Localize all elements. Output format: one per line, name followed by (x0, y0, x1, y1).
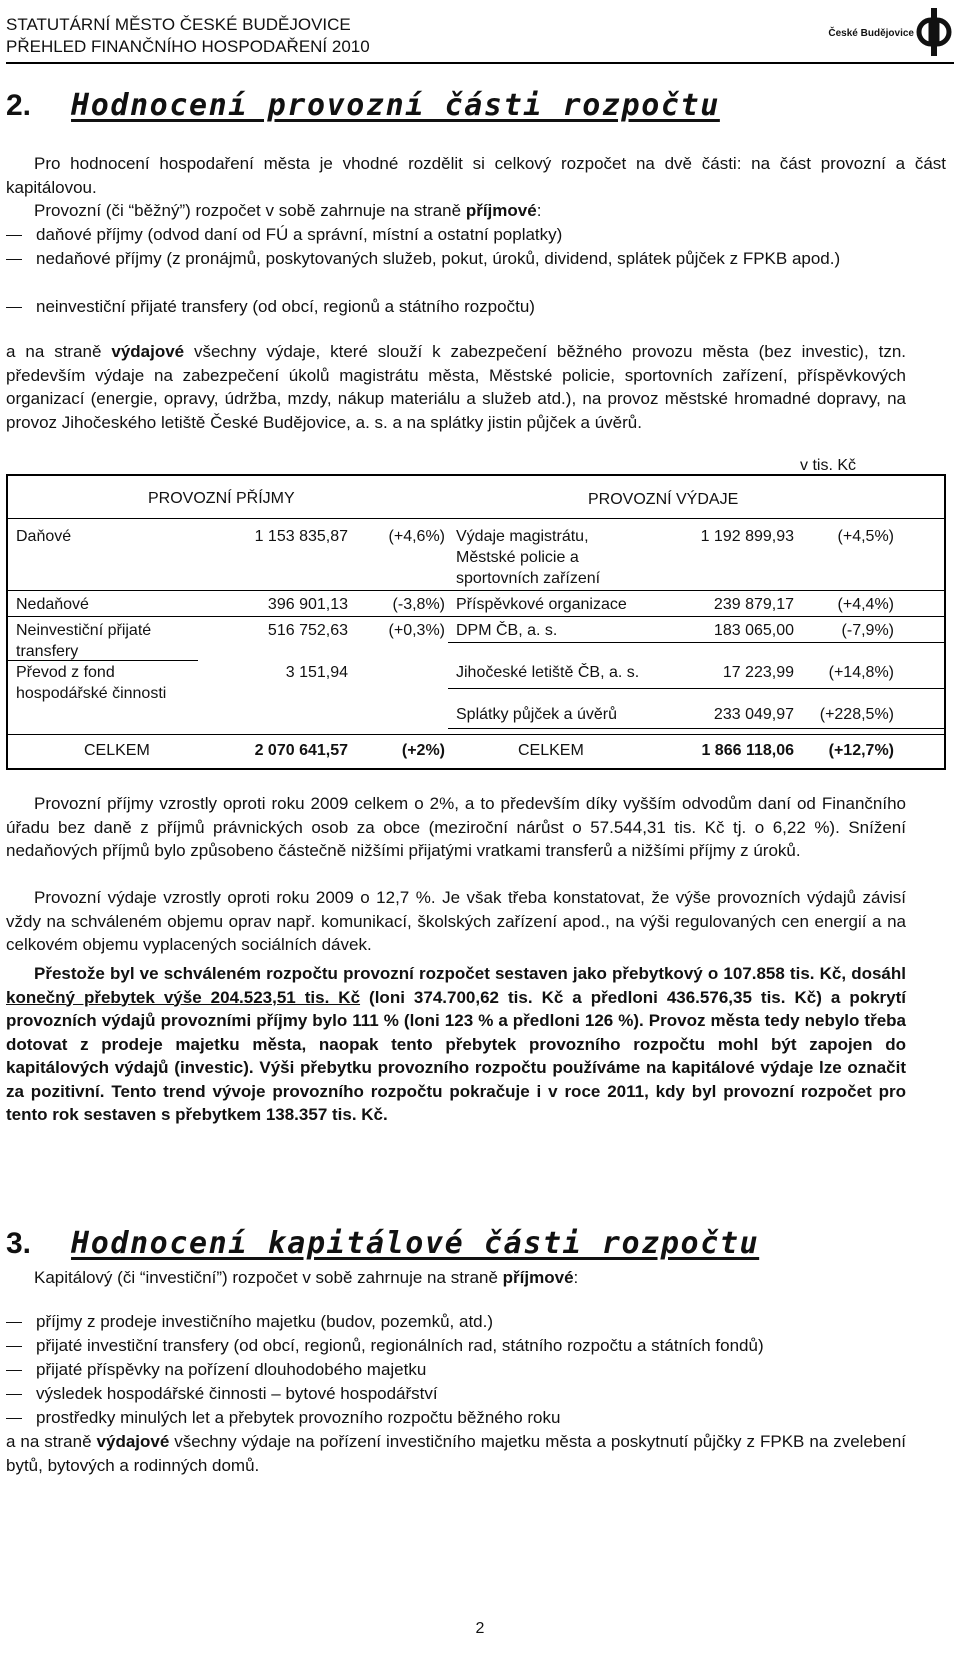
expense-change: (+4,4%) (837, 596, 894, 613)
header-line-1: STATUTÁRNÍ MĚSTO ČESKÉ BUDĚJOVICE (6, 15, 351, 34)
table-rule (448, 642, 944, 643)
income-change: (+4,6%) (388, 528, 445, 545)
income-label: Nedaňové (16, 596, 89, 613)
dash-bullet (6, 1322, 22, 1323)
table-rule (8, 518, 944, 519)
income-value: 516 752,63 (267, 622, 348, 639)
dash-bullet (6, 307, 22, 308)
capital-intro (34, 1266, 934, 1290)
capital-outro-pre: a na straně (6, 1432, 97, 1451)
expense-bold: výdajové (111, 342, 185, 361)
section-2-heading (6, 88, 720, 123)
expense-label: Příspěvkové organizace (456, 596, 627, 613)
income-commentary: Provozní příjmy vzrostly oproti roku 2009 celkem o 2%, a to především díky vyšším odvodům daní od Finančního úřadu bez daně z příjmů právnických osob za obce (meziroční nárůst o 57.544,31 tis. Kč tj. o 6,22 %). Snížení nedaňových příjmů bylo způsobeno částečně nižšími přijatými vratkami transferů a nižšími příjmy z úroků. (6, 794, 906, 860)
income-intro-text: Provozní (či “běžný”) rozpočet v sobě zahrnuje na straně (34, 201, 466, 220)
logo-text: České Budějovice (828, 28, 914, 39)
capital-outro-bold: výdajové (96, 1432, 170, 1451)
expense-value: 1 192 899,93 (700, 528, 794, 545)
capital-item (6, 1334, 946, 1358)
capital-item (6, 1358, 946, 1382)
expense-value: 239 879,17 (713, 596, 794, 613)
income-intro-colon: : (536, 201, 542, 220)
logo-icon (914, 6, 954, 58)
table-rule (8, 734, 944, 735)
income-change: (-3,8%) (392, 596, 445, 613)
expense-value: 17 223,99 (722, 664, 794, 681)
capital-item-text: příjmy z prodeje investičního majetku (budov, pozemků, atd.) (36, 1312, 494, 1331)
expense-paragraph (6, 340, 906, 434)
capital-item (6, 1310, 946, 1334)
income-header: PROVOZNÍ PŘÍJMY (148, 490, 295, 507)
table-rule (8, 590, 944, 591)
dash-bullet (6, 259, 22, 260)
capital-outro (6, 1430, 906, 1477)
city-logo (828, 6, 954, 62)
income-item (6, 223, 936, 247)
dash-bullet (6, 1418, 22, 1419)
expense-total-change: (+12,7%) (828, 742, 894, 759)
capital-item (6, 1382, 946, 1406)
expense-label: Jihočeské letiště ČB, a. s. (456, 664, 640, 681)
expense-label: Splátky půjček a úvěrů (456, 706, 617, 723)
dash-bullet (6, 1370, 22, 1371)
table-rule (8, 616, 944, 617)
income-item-text: nedaňové příjmy (z pronájmů, poskytovaných služeb, pokut, úroků, dividend, splátek půjček z FPKB apod.) (36, 249, 841, 268)
income-total-label: CELKEM (84, 742, 150, 759)
expense-total-value: 1 866 118,06 (701, 742, 794, 759)
expense-change: (+228,5%) (819, 706, 894, 723)
surplus-text-post: (loni 374.700,62 tis. Kč a předloni 436.576,35 tis. Kč) a pokrytí provozních výdajů provozními příjmy bylo 111 % (loni 123 % a předloni 126 %). Provoz města tedy nebylo třeba dotovat z prodeje majetku města, naopak tento přebytek provozního rozpočtu mohl být zapojen do kapitálových výdajů (investic). Výši přebytku provozního rozpočtu používáme na kapitálové výdaje lze označit za pozitivní. Tento trend vývoje provozního rozpočtu pokračuje i v roce 2011, kdy byl provozní rozpočet pro tento rok sestaven s přebytkem 138.357 tis. Kč. (6, 987, 906, 1124)
section-2-intro: Pro hodnocení hospodaření města je vhodné rozdělit si celkový rozpočet na dvě části: na část provozní a část kapitálovou. (6, 154, 946, 197)
income-item (6, 295, 936, 319)
section-3-number: 3. (6, 1227, 32, 1260)
income-value: 1 153 835,87 (254, 528, 348, 545)
income-change: (+0,3%) (388, 622, 445, 639)
table-rule (448, 688, 944, 689)
income-item (6, 247, 886, 271)
expense-value: 233 049,97 (713, 706, 794, 723)
capital-intro-bold: příjmové (502, 1268, 574, 1287)
table-unit: v tis. Kč (800, 457, 857, 474)
income-label: Daňové (16, 528, 72, 545)
income-label: Neinvestiční přijaté transfery (16, 622, 152, 660)
section-2-title: Hodnocení provozní části rozpočtu (71, 88, 720, 123)
capital-item-text: přijaté investiční transfery (od obcí, regionů, regionálních rad, státního rozpočtu a státních fondů) (36, 1336, 764, 1355)
table-rule (8, 660, 198, 661)
income-value: 396 901,13 (267, 596, 348, 613)
expense-label: DPM ČB, a. s. (456, 622, 558, 639)
dash-bullet (6, 1346, 22, 1347)
dash-bullet (6, 235, 22, 236)
expense-change: (+14,8%) (828, 664, 894, 681)
capital-item-text: výsledek hospodářské činnosti – bytové hospodářství (36, 1384, 438, 1403)
capital-intro-colon: : (573, 1268, 579, 1287)
section-3-heading (6, 1226, 759, 1261)
income-intro-bold: příjmové (465, 201, 537, 220)
surplus-paragraph (6, 962, 906, 1127)
capital-intro-text: Kapitálový (či “investiční”) rozpočet v sobě zahrnuje na straně (34, 1268, 503, 1287)
section-3-title: Hodnocení kapitálové části rozpočtu (71, 1226, 760, 1261)
expense-label: Výdaje magistrátu, Městské policie a sportovních zařízení (456, 528, 601, 587)
expense-total-label: CELKEM (518, 742, 584, 759)
income-intro (34, 199, 934, 223)
header-rule (6, 62, 954, 64)
budget-table (6, 474, 946, 770)
document-header (6, 14, 370, 58)
capital-outro-post: všechny výdaje na pořízení investičního majetku města a poskytnutí půjčky z FPKB na zvelebení bytů, bytových a rodinných domů. (6, 1432, 906, 1475)
expense-change: (+4,5%) (837, 528, 894, 545)
income-item-text: daňové příjmy (odvod daní od FÚ a správní, místní a ostatní poplatky) (36, 225, 563, 244)
capital-item (6, 1406, 946, 1430)
expense-header: PROVOZNÍ VÝDAJE (588, 491, 739, 508)
income-total-value: 2 070 641,57 (254, 742, 348, 759)
table-rule (448, 728, 944, 729)
income-total-change: (+2%) (401, 742, 445, 759)
income-label: Převod z fond hospodářské činnosti (16, 664, 167, 702)
expense-value: 183 065,00 (713, 622, 794, 639)
header-line-2: PŘEHLED FINANČNÍHO HOSPODAŘENÍ 2010 (6, 37, 370, 56)
expense-change: (-7,9%) (841, 622, 894, 639)
capital-item-text: prostředky minulých let a přebytek provozního rozpočtu běžného roku (36, 1408, 561, 1427)
income-item-text: neinvestiční přijaté transfery (od obcí, regionů a státního rozpočtu) (36, 297, 535, 316)
dash-bullet (6, 1394, 22, 1395)
income-value: 3 151,94 (285, 664, 348, 681)
expense-commentary: Provozní výdaje vzrostly oproti roku 2009 o 12,7 %. Je však třeba konstatovat, že výše provozních výdajů závisí vždy na schváleném objemu oprav např. komunikací, školských zařízení apod., na výši regulovaných cen energií a na celkovém objemu vyplacených sociálních dávek. (6, 888, 906, 954)
expense-text-pre: a na straně (6, 342, 112, 361)
surplus-underlined: konečný přebytek výše 204.523,51 tis. Kč (6, 987, 361, 1007)
expense-text-post: všechny výdaje, které slouží k zabezpečení běžného provozu města (bez investic), tzn. především výdaje na zabezpečení úkolů magistrátu města, Městské policie, sportovních zařízení, příspěvkových organizací (energie, opravy, údržba, mzdy, nákup materiálu a služeb atd.), na provoz městské hromadné dopravy, na provoz Jihočeského letiště České Budějovice, a. s. a na splátky jistin půjček a úvěrů. (6, 342, 906, 432)
page-number: 2 (475, 1620, 485, 1637)
capital-item-text: přijaté příspěvky na pořízení dlouhodobého majetku (36, 1360, 427, 1379)
section-2-number: 2. (6, 89, 32, 122)
surplus-text-pre: Přestože byl ve schváleném rozpočtu provozní rozpočet sestaven jako přebytkový o 107.858 tis. Kč, dosáhl (34, 964, 906, 983)
